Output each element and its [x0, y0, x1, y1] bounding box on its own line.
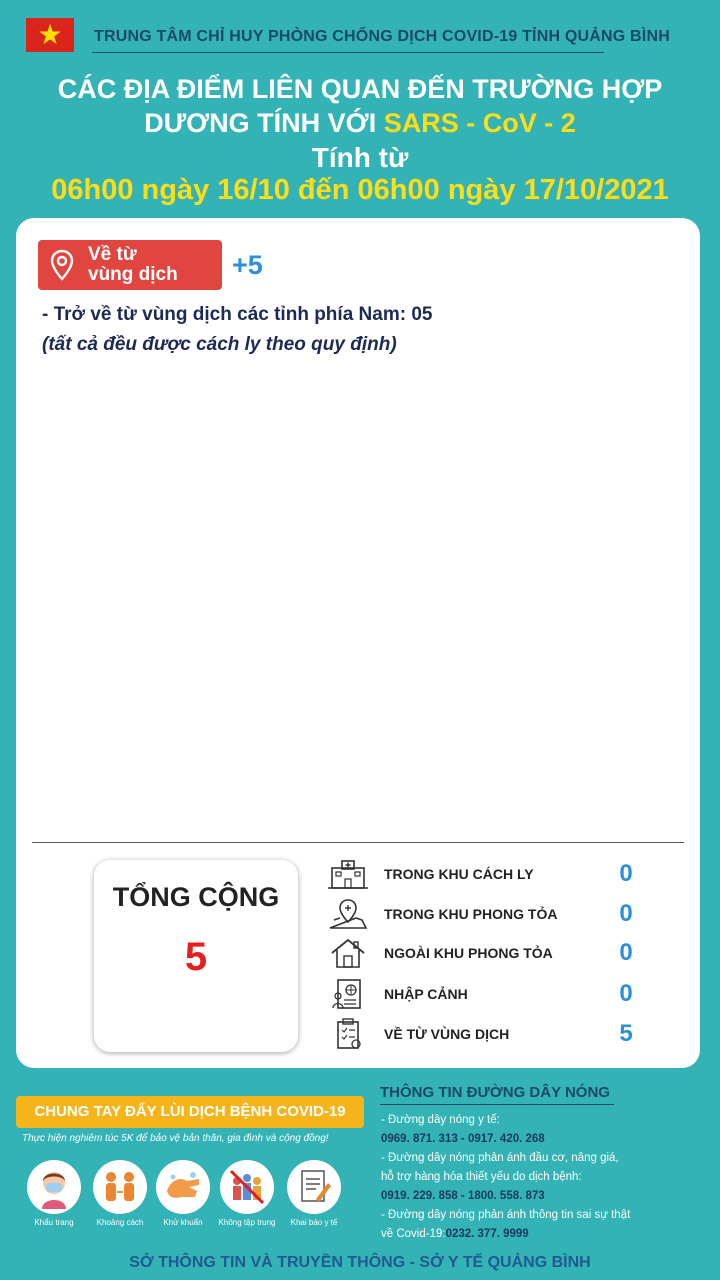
hotline-number: 0232. 377. 9999 — [445, 1228, 529, 1240]
badge-label-line2: vùng dịch — [88, 264, 178, 285]
clipboard-icon — [328, 1018, 368, 1050]
total-box — [94, 860, 298, 1052]
hotline-title: THÔNG TIN ĐƯỜNG DÂY NÓNG — [380, 1084, 610, 1101]
hotline-text: hỗ trợ hàng hóa thiết yếu do dịch bệnh: — [381, 1171, 582, 1183]
passport-icon — [328, 978, 368, 1010]
stat-label: TRONG KHU CÁCH LY — [384, 866, 534, 882]
stat-label: NGOÀI KHU PHONG TỎA — [384, 945, 553, 961]
hotline-text — [381, 1228, 529, 1240]
location-pin-icon — [50, 249, 74, 281]
tip-caption: Khẩu trang — [34, 1218, 74, 1227]
tip-item — [284, 1160, 344, 1227]
stat-value: 0 — [619, 980, 633, 1007]
house-icon — [328, 937, 368, 969]
stat-row — [328, 935, 648, 971]
campaign-slogan: CHUNG TAY ĐẨY LÙI DỊCH BỆNH COVID-19 — [16, 1096, 364, 1128]
health-declaration-icon — [287, 1160, 341, 1214]
tip-item — [24, 1160, 84, 1227]
case-note: (tất cả đều được cách ly theo quy định) — [42, 334, 397, 355]
badge-label — [88, 245, 178, 285]
stat-row — [328, 1016, 648, 1052]
handwash-icon — [156, 1160, 210, 1214]
hospital-icon — [328, 858, 368, 890]
campaign-subtitle: Thực hiện nghiêm túc 5K để bảo vệ bản thân, gia đình và cộng đồng! — [22, 1133, 329, 1144]
header-divider — [92, 52, 604, 53]
case-detail: - Trở về từ vùng dịch các tỉnh phía Nam: 05 — [42, 304, 433, 325]
stat-value: 0 — [619, 939, 633, 966]
stat-label: VỀ TỪ VÙNG DỊCH — [384, 1026, 510, 1042]
hotline-text: - Đường dây nóng phản ánh thông tin sai sự thật — [381, 1209, 631, 1221]
tip-item — [90, 1160, 150, 1227]
mask-icon — [27, 1160, 81, 1214]
tip-caption: Khử khuẩn — [163, 1218, 203, 1227]
virus-name: SARS - CoV - 2 — [383, 108, 576, 138]
badge-label-line1: Về từ — [88, 244, 137, 265]
title-line-1: CÁC ĐỊA ĐIỂM LIÊN QUAN ĐẾN TRƯỜNG HỢP — [57, 74, 663, 104]
hotline-divider — [380, 1104, 614, 1105]
tip-item — [153, 1160, 213, 1227]
total-value: 5 — [184, 935, 208, 979]
footer: SỞ THÔNG TIN VÀ TRUYỀN THÔNG - SỞ Y TẾ QUẢNG BÌNH — [129, 1254, 591, 1271]
content-card — [16, 218, 700, 1068]
stat-label: NHẬP CẢNH — [384, 986, 468, 1002]
badge-count: +5 — [232, 250, 263, 280]
map-pin-icon — [328, 898, 368, 930]
star-icon: ★ — [37, 19, 63, 50]
tip-item — [217, 1160, 277, 1227]
title-line-2 — [0, 108, 720, 139]
stat-label: TRONG KHU PHONG TỎA — [384, 906, 558, 922]
stat-row — [328, 856, 648, 892]
hotline-number: 0969. 871. 313 - 0917. 420. 268 — [381, 1133, 545, 1145]
stat-value: 0 — [619, 900, 633, 927]
no-gathering-icon — [220, 1160, 274, 1214]
hotline-text: - Đường dây nóng phản ánh đầu cơ, nâng giá, — [381, 1152, 619, 1164]
stat-value: 5 — [619, 1020, 633, 1047]
title-line-3: Tính từ — [311, 142, 409, 173]
hotline-text-prefix: về Covid-19: — [381, 1228, 446, 1240]
vietnam-flag — [26, 18, 74, 52]
organization-name: TRUNG TÂM CHỈ HUY PHÒNG CHỐNG DỊCH COVID-19 TỈNH QUẢNG BÌNH — [94, 28, 670, 45]
title-line-2-text: DƯƠNG TÍNH VỚI — [144, 108, 384, 138]
category-badge — [38, 240, 222, 290]
stat-row — [328, 976, 648, 1012]
tip-caption: Khoảng cách — [96, 1218, 144, 1227]
stat-row — [328, 896, 648, 932]
date-range: 06h00 ngày 16/10 đến 06h00 ngày 17/10/2021 — [51, 174, 669, 206]
stat-value: 0 — [619, 860, 633, 887]
hotline-number: 0919. 229. 858 - 1800. 558. 873 — [381, 1190, 545, 1202]
hotline-text: - Đường dây nóng y tế: — [381, 1114, 500, 1126]
distance-icon — [93, 1160, 147, 1214]
tip-caption: Không tập trung — [218, 1218, 276, 1227]
section-divider — [32, 842, 684, 843]
tip-caption: Khai báo y tế — [290, 1218, 338, 1227]
total-label: TỔNG CỘNG — [112, 882, 280, 912]
